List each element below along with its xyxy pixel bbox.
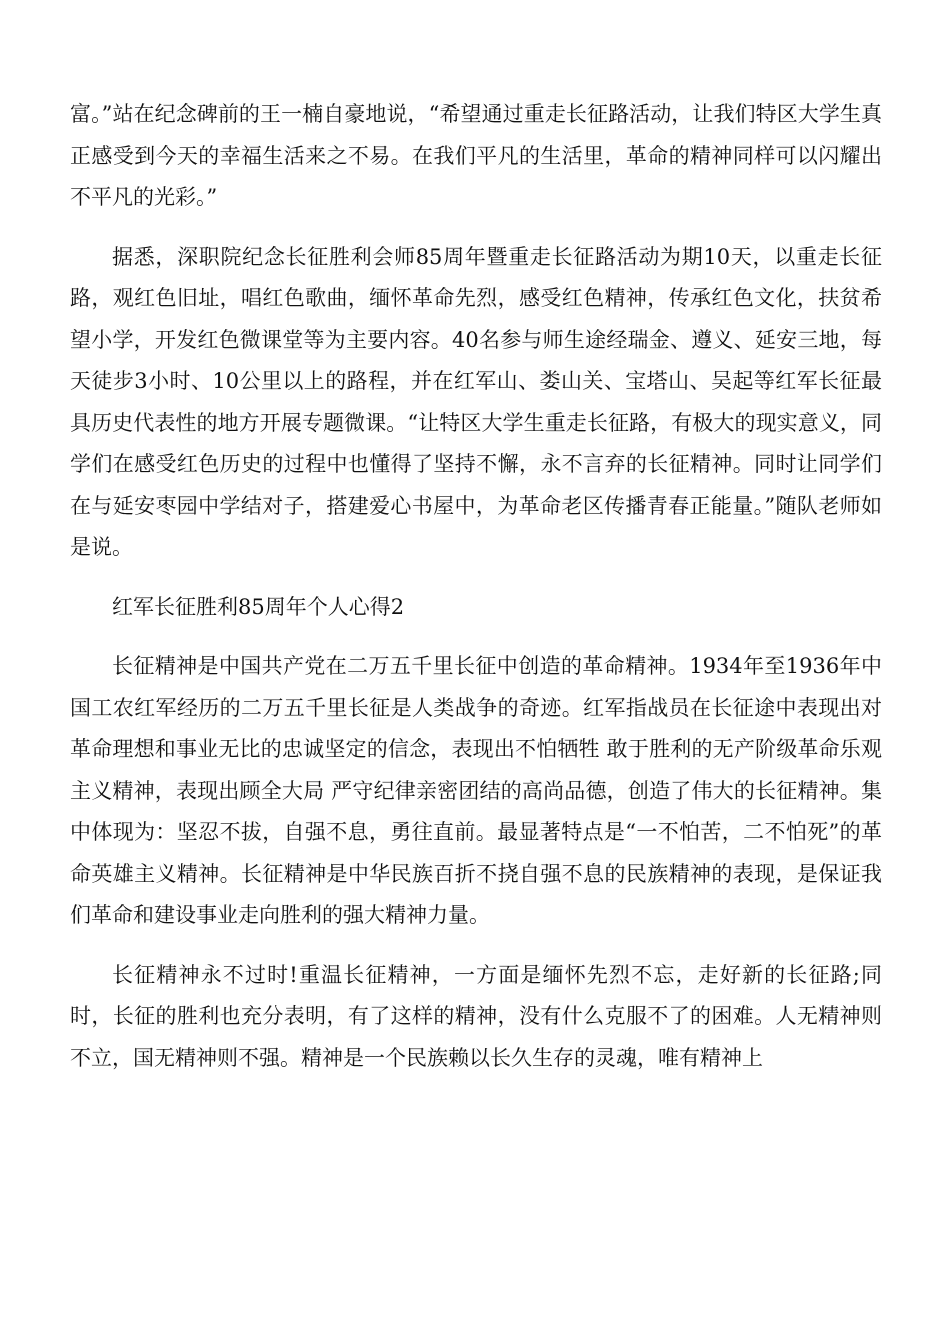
paragraph-continuation: 富。”站在纪念碑前的王一楠自豪地说，“希望通过重走长征路活动，让我们特区大学生真正感受到今天的幸福生活来之不易。在我们平凡的生活里，革命的精神同样可以闪耀出不平凡的光彩。” [70, 102, 882, 209]
section-heading: 红军长征胜利85周年个人心得2 [112, 594, 405, 619]
paragraph-long-march-spirit: 长征精神是中国共产党在二万五千里长征中创造的革命精神。1934年至1936年中国工农红军经历的二万五千里长征是人类战争的奇迹。红军指战员在长征途中表现出对革命理想和事业无比的忠诚坚定的信念，表现出不怕牺牲 敢于胜利的无产阶级革命乐观主义精神，表现出顾全大局 严守纪律亲密团结的高尚品德，创造了伟大的长征精神。集中体现为：坚忍不拔，自强不息，勇往直前。最显著特点是“一不怕苦，二不怕死”的革命英雄主义精神。长征精神是中华民族百折不挠自强不息的民族精神的表现，是保证我们革命和建设事业走向胜利的强大精神力量。 [70, 654, 882, 927]
document-body [70, 94, 882, 1097]
paragraph-spirit-never-outdated: 长征精神永不过时!重温长征精神，一方面是缅怀先烈不忘，走好新的长征路;同时，长征的胜利也充分表明，有了这样的精神，没有什么克服不了的困难。人无精神则不立，国无精神则不强。精神是一个民族赖以长久生存的灵魂，唯有精神上 [70, 962, 882, 1070]
paragraph-activity-summary: 据悉，深职院纪念长征胜利会师85周年暨重走长征路活动为期10天，以重走长征路，观红色旧址，唱红色歌曲，缅怀革命先烈，感受红色精神，传承红色文化，扶贫希望小学，开发红色微课堂等为主要内容。40名参与师生途经瑞金、遵义、延安三地，每天徒步3小时、10公里以上的路程，并在红军山、娄山关、宝塔山、吴起等红军长征最具历史代表性的地方开展专题微课。“让特区大学生重走长征路，有极大的现实意义，同学们在感受红色历史的过程中也懂得了坚持不懈，永不言弃的长征精神。同时让同学们在与延安枣园中学结对子，搭建爱心书屋中，为革命老区传播青春正能量。”随队老师如是说。 [70, 244, 882, 559]
